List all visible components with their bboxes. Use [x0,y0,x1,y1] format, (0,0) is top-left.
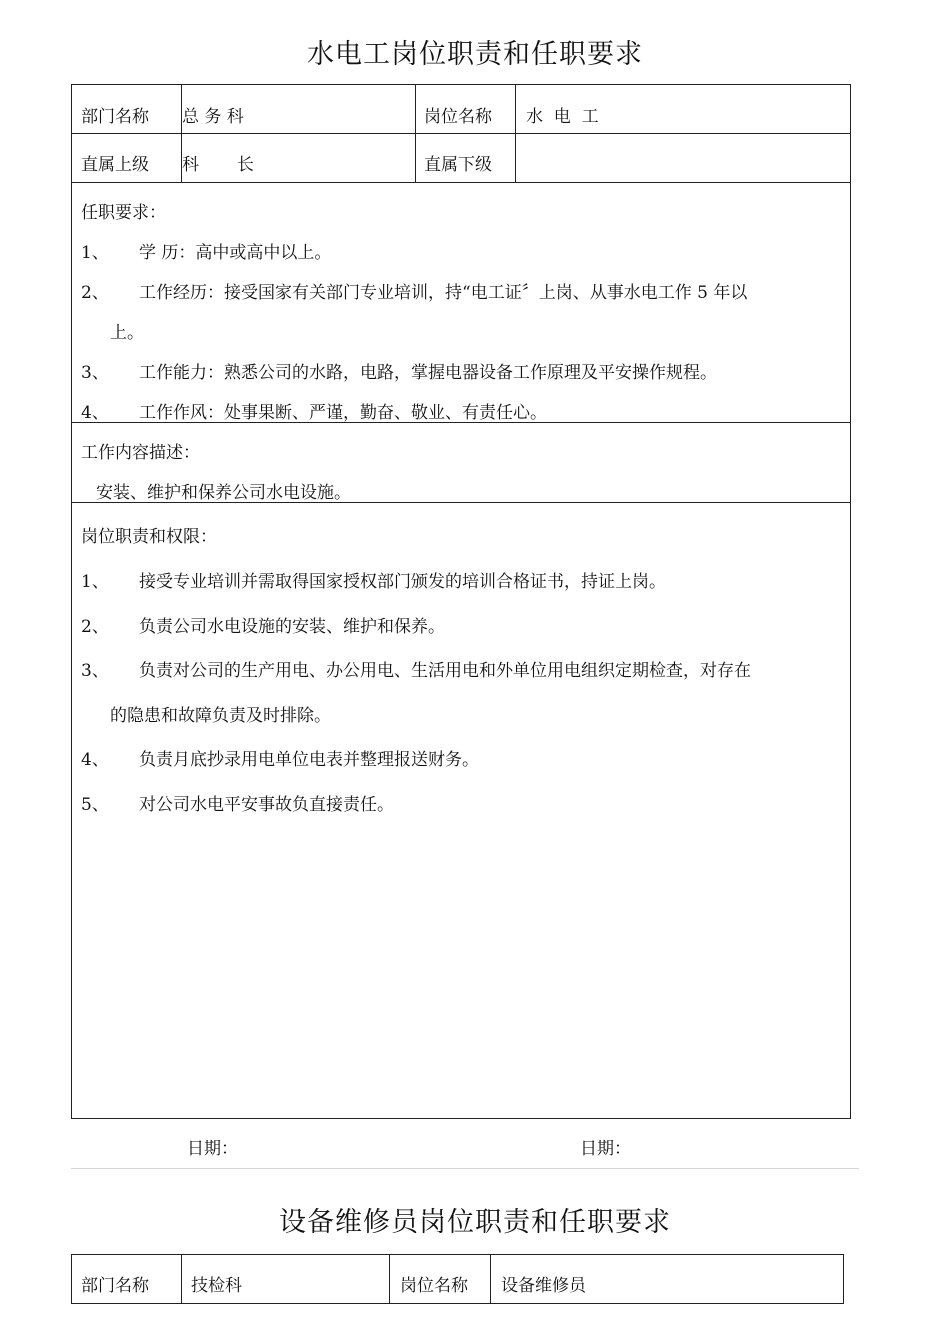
requirement-item [81,238,331,263]
page-separator [71,1168,859,1169]
item-text: 负责月底抄录用电单位电表并整理报送财务。 [139,750,479,770]
item-text: 负责公司水电设施的安装、维护和保养。 [139,617,445,637]
description-text: 安装、维护和保养公司水电设施。 [96,483,351,503]
column-divider [181,1255,182,1303]
requirement-item [81,358,717,383]
job-description-table [71,84,851,1119]
item-number: 1、 [81,243,109,263]
page-title: 水电工岗位职责和任职要求 [307,39,643,70]
date-label-right: 日期： [580,1139,631,1159]
duty-item [81,745,479,770]
item-text: 工作作风：处事果断、严谨，勤奋、敬业、有责任心。 [139,403,547,423]
dept-value: 技检科 [191,1276,242,1296]
post-value: 设备维修员 [501,1276,586,1296]
dept-value: 总 务 科 [182,107,244,127]
column-divider [389,1255,390,1303]
item-continuation: 上。 [110,323,144,343]
requirement-item [81,398,547,423]
job-description-table [71,1254,844,1304]
requirements-heading: 任职要求： [81,203,166,223]
column-divider [415,85,416,182]
post-label: 岗位名称 [400,1276,468,1296]
subordinate-label: 直属下级 [424,155,492,175]
row-divider [72,182,850,183]
item-number: 2、 [81,283,109,303]
duty-item [81,656,751,681]
item-text: 学 历：高中或高中以上。 [139,243,332,263]
item-number: 1、 [81,572,109,592]
item-continuation: 的隐患和故障负责及时排除。 [110,706,331,726]
duty-item [81,567,666,592]
post-label: 岗位名称 [424,107,492,127]
item-text: 负责对公司的生产用电、办公用电、生活用电和外单位用电组织定期检查，对存在 [139,661,751,681]
item-number: 3、 [81,661,109,681]
column-divider [515,85,516,182]
item-number: 4、 [81,403,109,423]
page-title: 设备维修员岗位职责和任职要求 [279,1207,671,1238]
column-divider [490,1255,491,1303]
post-value: 水 电 工 [526,107,599,127]
duties-heading: 岗位职责和权限： [81,527,217,547]
duty-item [81,612,445,637]
description-heading: 工作内容描述： [81,443,200,463]
superior-label: 直属上级 [81,155,149,175]
requirement-item [81,278,747,303]
date-label-left: 日期： [187,1139,238,1159]
dept-label: 部门名称 [81,1276,149,1296]
item-number: 2、 [81,617,109,637]
item-text: 对公司水电平安事故负直接责任。 [139,795,394,815]
item-text: 工作能力：熟悉公司的水路，电路，掌握电器设备工作原理及平安操作规程。 [139,363,717,383]
item-text: 工作经历：接受国家有关部门专业培训，持“电工证〞上岗、从事水电工作 5 年以 [139,283,748,303]
item-number: 4、 [81,750,109,770]
superior-value: 科 长 [182,155,254,175]
item-number: 5、 [81,795,109,815]
duty-item [81,790,394,815]
row-divider [72,133,850,134]
item-text: 接受专业培训并需取得国家授权部门颁发的培训合格证书，持证上岗。 [139,572,666,592]
item-number: 3、 [81,363,109,383]
dept-label: 部门名称 [81,107,149,127]
